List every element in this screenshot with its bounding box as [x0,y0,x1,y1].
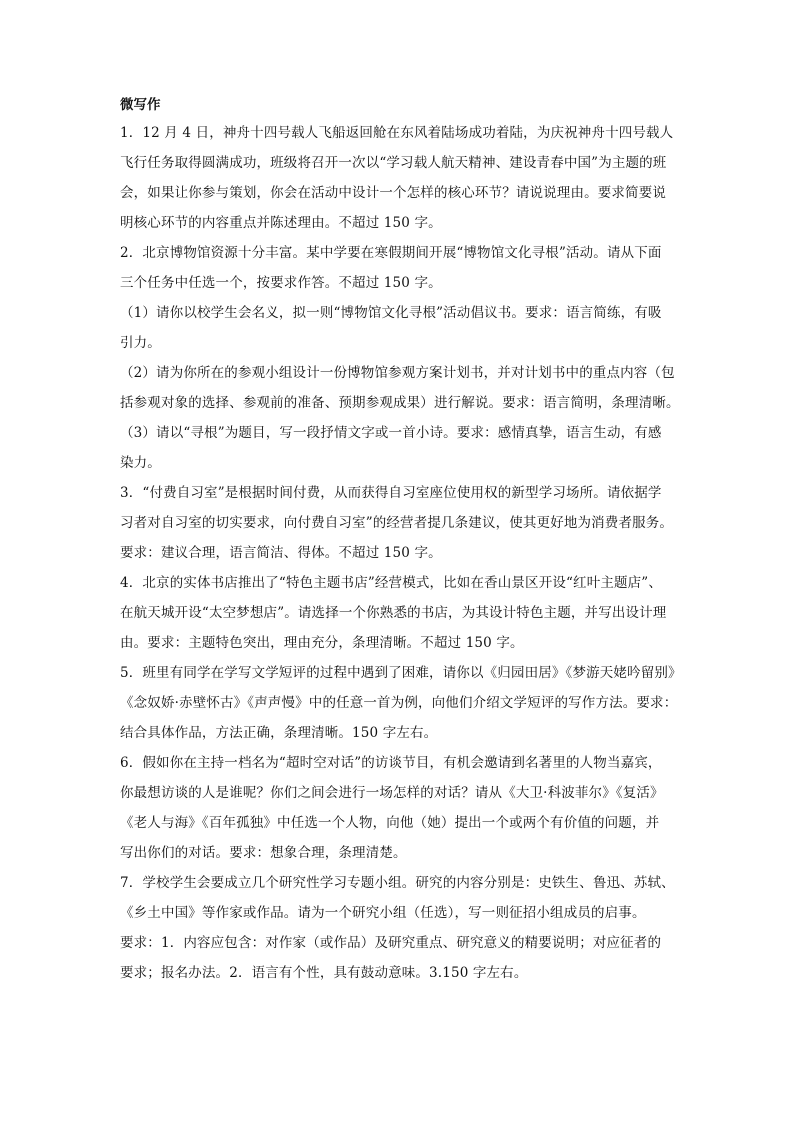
text-line: 要求：建议合理，语言简洁、得体。不超过 150 字。 [120,545,442,561]
text-line: 7．学校学生会要成立几个研究性学习专题小组。研究的内容分别是：史铁生、鲁迅、苏轼、 [120,875,675,891]
text-line: 飞行任务取得圆满成功，班级将召开一次以“学习载人航天精神、建设青春中国”为主题的班 [120,155,667,171]
text-line: 6．假如你在主持一档名为“超时空对话”的访谈节目，有机会邀请到名著里的人物当嘉宾， [120,755,662,771]
text-line: 4．北京的实体书店推出了“特色主题书店”经营模式，比如在香山景区开设“红叶主题店”、 [120,575,662,591]
text-line: 5．班里有同学在学写文学短评的过程中遇到了困难，请你以《归园田居》《梦游天姥吟留别》 [120,665,682,681]
text-line: 要求；报名办法。2．语言有个性，具有鼓动意味。3.150 字左右。 [120,965,528,981]
text-line: 明核心环节的内容重点并陈述理由。不超过 150 字。 [120,215,442,231]
text-line: 1．12 月 4 日，神舟十四号载人飞船返回舱在东风着陆场成功着陆，为庆祝神舟十四号载人 [120,125,674,141]
text-line: 引力。 [120,335,161,351]
text-line: 写出你们的对话。要求：想象合理，条理清楚。 [120,845,407,861]
text-line: 会，如果让你参与策划，你会在活动中设计一个怎样的核心环节？请说说理由。要求简要说 [120,185,666,201]
text-line: 习者对自习室的切实要求，向付费自习室”的经营者提几条建议，使其更好地为消费者服务。 [120,515,674,531]
text-line: 《乡土中国》等作家或作品。请为一个研究小组（任选），写一则征招小组成员的启事。 [120,905,646,921]
text-line: 2．北京博物馆资源十分丰富。某中学要在寒假期间开展“博物馆文化寻根”活动。请从下面 [120,245,662,261]
text-line: （3）请以“寻根”为题目，写一段抒情文字或一首小诗。要求：感情真挚，语言生动，有感 [120,425,662,441]
text-line: 括参观对象的选择、参观前的准备、预期参观成果）进行解说。要求：语言简明，条理清晰。 [120,395,680,411]
text-line: 你最想访谈的人是谁呢？你们之间会进行一场怎样的对话？请从《大卫·科波菲尔》《复活》 [120,785,664,801]
text-line: 在航天城开设“太空梦想店”。请选择一个你熟悉的书店，为其设计特色主题，并写出设计理 [120,605,667,621]
text-line: 要求：1．内容应包含：对作家（或作品）及研究重点、研究意义的精要说明；对应征者的 [120,935,662,951]
text-line: 结合具体作品，方法正确，条理清晰。150 字左右。 [120,725,438,741]
section-heading: 微写作 [120,97,161,113]
text-line: （1）请你以校学生会名义，拟一则“博物馆文化寻根”活动倡议书。要求：语言简练，有吸 [120,305,662,321]
document-body [120,95,680,988]
text-line: 由。要求：主题特色突出，理由充分，条理清晰。不超过 150 字。 [120,635,524,651]
text-line: 3．“付费自习室”是根据时间付费，从而获得自习室座位使用权的新型学习场所。请依据学 [120,485,662,501]
text-line: 染力。 [120,455,161,471]
text-line: 三个任务中任选一个，按要求作答。不超过 150 字。 [120,275,442,291]
text-line: 《念奴娇·赤壁怀古》《声声慢》中的任意一首为例，向他们介绍文学短评的写作方法。要求： [120,695,678,711]
text-line: （2）请为你所在的参观小组设计一份博物馆参观方案计划书，并对计划书中的重点内容（包 [120,365,675,381]
text-line: 《老人与海》《百年孤独》中任选一个人物，向他（她）提出一个或两个有价值的问题，并 [120,815,660,831]
